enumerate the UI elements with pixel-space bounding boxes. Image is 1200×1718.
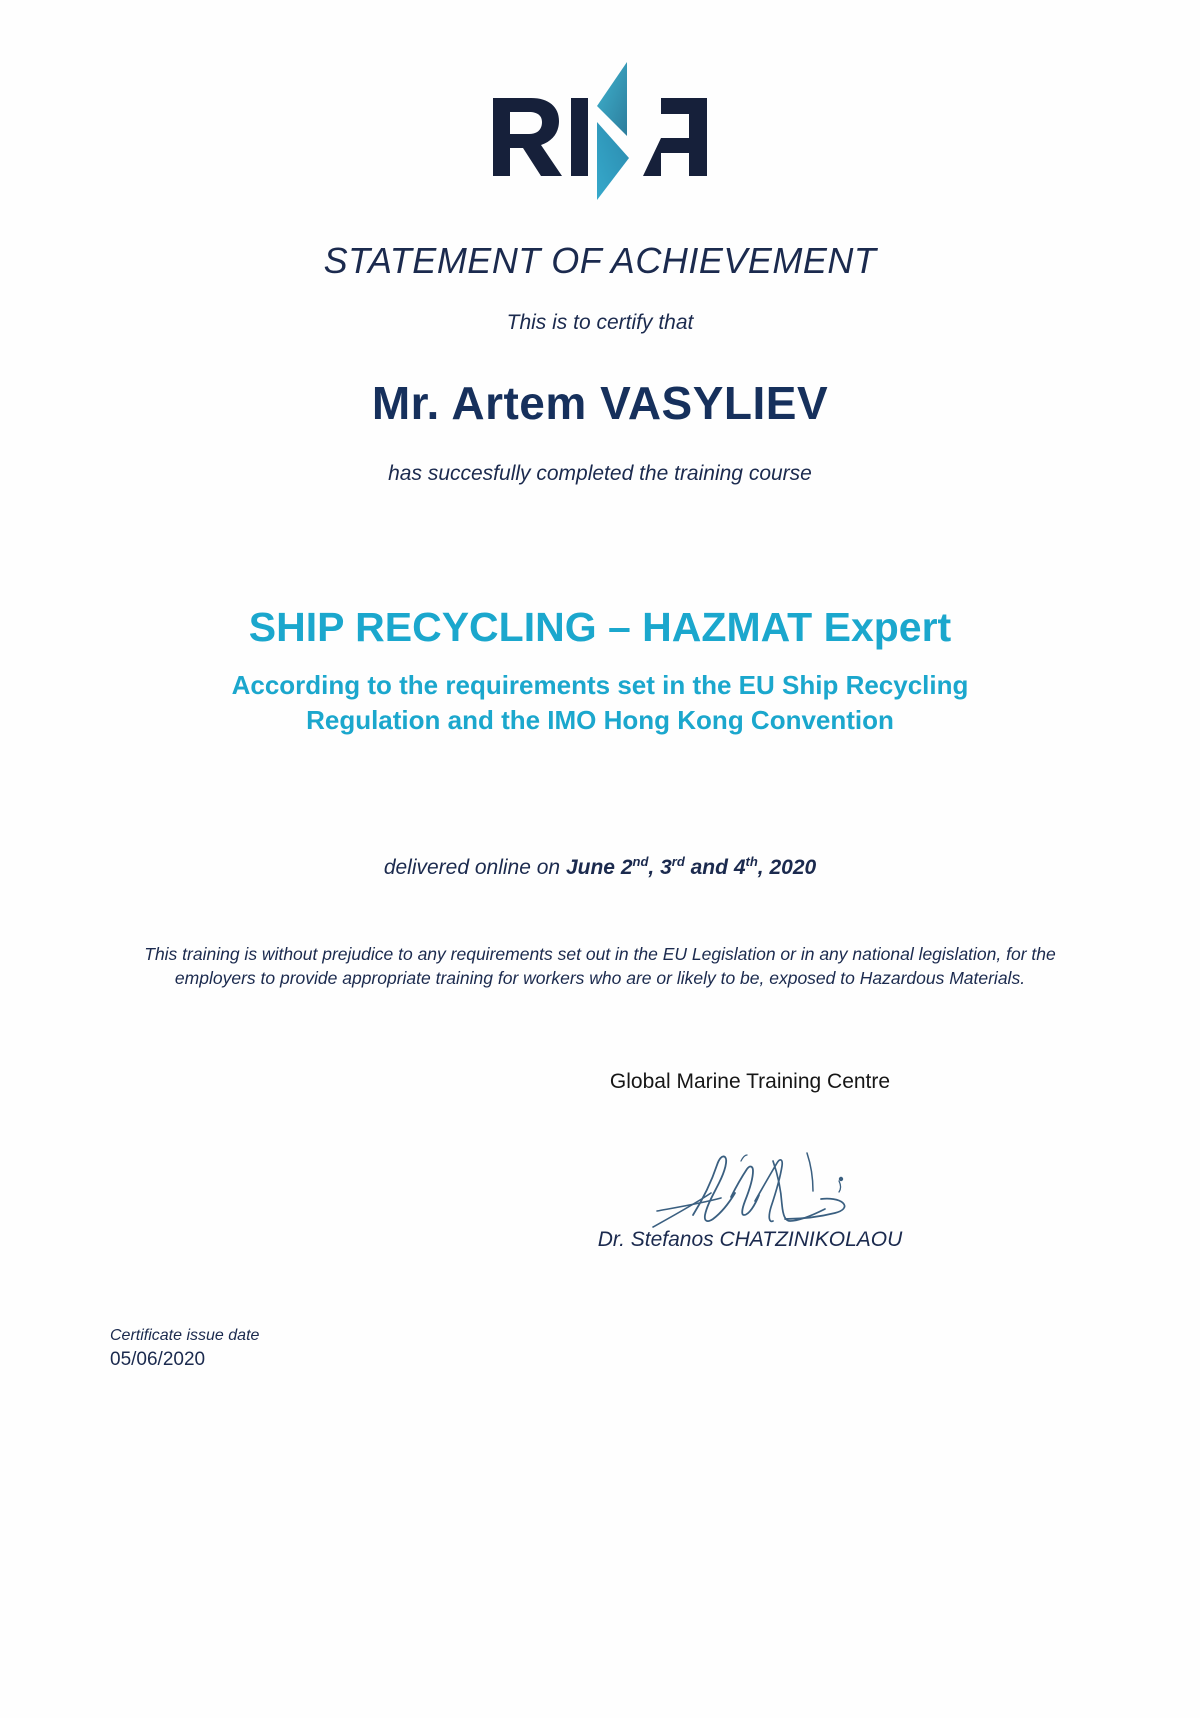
- logo-letter-r: [493, 98, 562, 176]
- delivery-prefix: delivered online on: [383, 856, 566, 879]
- course-subtitle: [100, 668, 1100, 738]
- delivery-day-2: 3: [660, 856, 672, 879]
- course-subtitle-line-2: Regulation and the IMO Hong Kong Convention: [306, 705, 894, 735]
- issue-date-value: 05/06/2020: [110, 1349, 206, 1370]
- issue-date-label: Certificate issue date: [110, 1327, 260, 1344]
- course-title: SHIP RECYCLING – HAZMAT Expert: [248, 604, 952, 650]
- issuing-organisation: Global Marine Training Centre: [609, 1070, 891, 1093]
- logo-bolt-upper: [597, 62, 627, 136]
- delivery-day-1-ordinal: nd: [632, 854, 649, 869]
- delivery-day-3-ordinal: th: [745, 854, 758, 869]
- page-title: STATEMENT OF ACHIEVEMENT: [323, 240, 877, 281]
- delivery-date-line: [0, 856, 1200, 880]
- delivery-sep-1: ,: [648, 856, 661, 879]
- course-subtitle-line-1: According to the requirements set in the EU Ship Recycling: [231, 670, 969, 700]
- logo-bolt-lower: [597, 122, 629, 200]
- delivery-sep-2: and: [684, 856, 734, 879]
- delivery-day-1: 2: [620, 856, 633, 879]
- delivery-day-2-ordinal: rd: [671, 854, 685, 869]
- logo-container: [0, 58, 1200, 203]
- delivery-month: June: [565, 856, 621, 879]
- rina-logo: [475, 58, 725, 203]
- issue-date-block: [110, 1325, 259, 1373]
- recipient-name: Mr. Artem VASYLIEV: [371, 377, 829, 429]
- signatory-name: Dr. Stefanos CHATZINIKOLAOU: [597, 1228, 903, 1251]
- disclaimer-text: This training is without prejudice to any requirements set out in the EU Legislation or in any national legislation, for the employers to provide appropriate training for workers who are or likely to be, exposed to Hazardous Materials.: [144, 944, 1056, 988]
- delivery-year: , 2020: [757, 856, 817, 879]
- logo-letter-a: [643, 98, 707, 176]
- certify-line: This is to certify that: [506, 311, 694, 334]
- completion-line: has succesfully completed the training course: [388, 462, 812, 485]
- handwritten-signature-icon: [645, 1135, 875, 1240]
- logo-letter-i: [571, 98, 588, 176]
- signature-image: [645, 1135, 875, 1240]
- delivery-day-3: 4: [733, 856, 746, 879]
